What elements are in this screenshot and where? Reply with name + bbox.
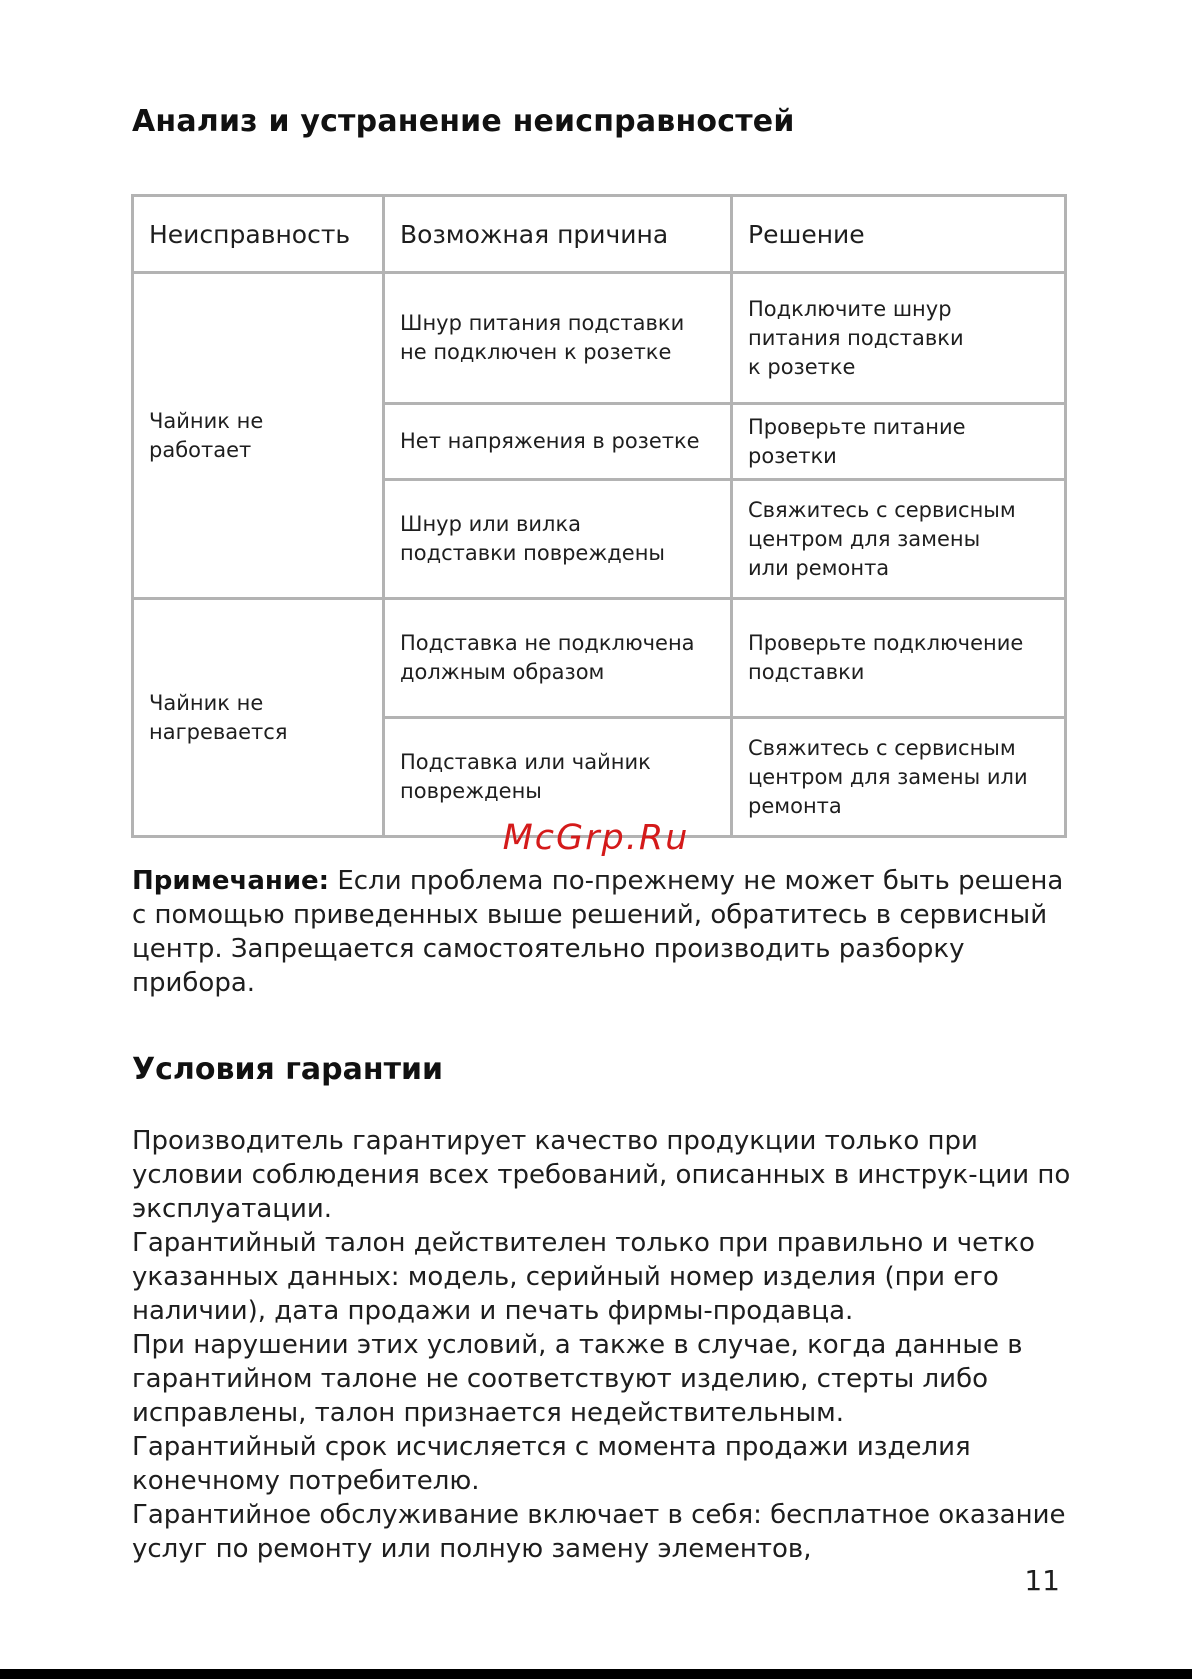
cause-cell: Шнур питания подставки не подключен к розетке <box>384 273 732 404</box>
bottom-border <box>0 1669 1192 1679</box>
troubleshooting-table <box>131 194 1067 838</box>
solution-cell: Подключите шнур питания подставки к розетке <box>732 273 1066 404</box>
header-fault: Неисправность <box>133 196 384 273</box>
warranty-text <box>132 1124 1072 1566</box>
page-number: 11 <box>1024 1564 1060 1597</box>
solution-cell: Проверьте питание розетки <box>732 404 1066 480</box>
table-row <box>133 599 1066 718</box>
solution-cell: Свяжитесь с сервисным центром для замены или ремонта <box>732 480 1066 599</box>
header-solution: Решение <box>732 196 1066 273</box>
note-label: Примечание: <box>132 866 330 896</box>
note-text: Если проблема по-прежнему не может быть решена с помощью приведенных выше решений, обратитесь в сервисный центр. Запрещается самостоятельно производить разборку прибора. <box>132 866 1064 998</box>
cause-cell: Подставка не подключена должным образом <box>384 599 732 718</box>
header-cause: Возможная причина <box>384 196 732 273</box>
warranty-paragraph: Гарантийное обслуживание включает в себя: бесплатное оказание услуг по ремонту или полную замену элементов, <box>132 1500 1066 1564</box>
cause-cell: Нет напряжения в розетке <box>384 404 732 480</box>
warranty-paragraph: При нарушении этих условий, а также в случае, когда данные в гарантийном талоне не соответствуют изделию, стерты либо исправлены, талон признается недействительным. <box>132 1330 1023 1428</box>
table-header-row <box>133 196 1066 273</box>
table-row <box>133 273 1066 404</box>
cause-cell: Подставка или чайник повреждены <box>384 718 732 837</box>
solution-cell: Свяжитесь с сервисным центром для замены или ремонта <box>732 718 1066 837</box>
fault-cell: Чайник не нагревается <box>133 599 384 837</box>
warranty-paragraph: Производитель гарантирует качество продукции только при условии соблюдения всех требований, описанных в инструк-ции по эксплуатации. <box>132 1126 1071 1224</box>
warranty-paragraph: Гарантийный срок исчисляется с момента продажи изделия конечному потребителю. <box>132 1432 971 1496</box>
watermark: McGrp.Ru <box>502 818 690 858</box>
troubleshooting-title: Анализ и устранение неисправностей <box>132 104 795 139</box>
warranty-title: Условия гарантии <box>132 1052 444 1087</box>
warranty-paragraph: Гарантийный талон действителен только при правильно и четко указанных данных: модель, серийный номер изделия (при его наличии), дата продажи и печать фирмы-продавца. <box>132 1228 1035 1326</box>
note <box>132 864 1072 1000</box>
solution-cell: Проверьте подключение подставки <box>732 599 1066 718</box>
cause-cell: Шнур или вилка подставки повреждены <box>384 480 732 599</box>
fault-cell: Чайник не работает <box>133 273 384 599</box>
